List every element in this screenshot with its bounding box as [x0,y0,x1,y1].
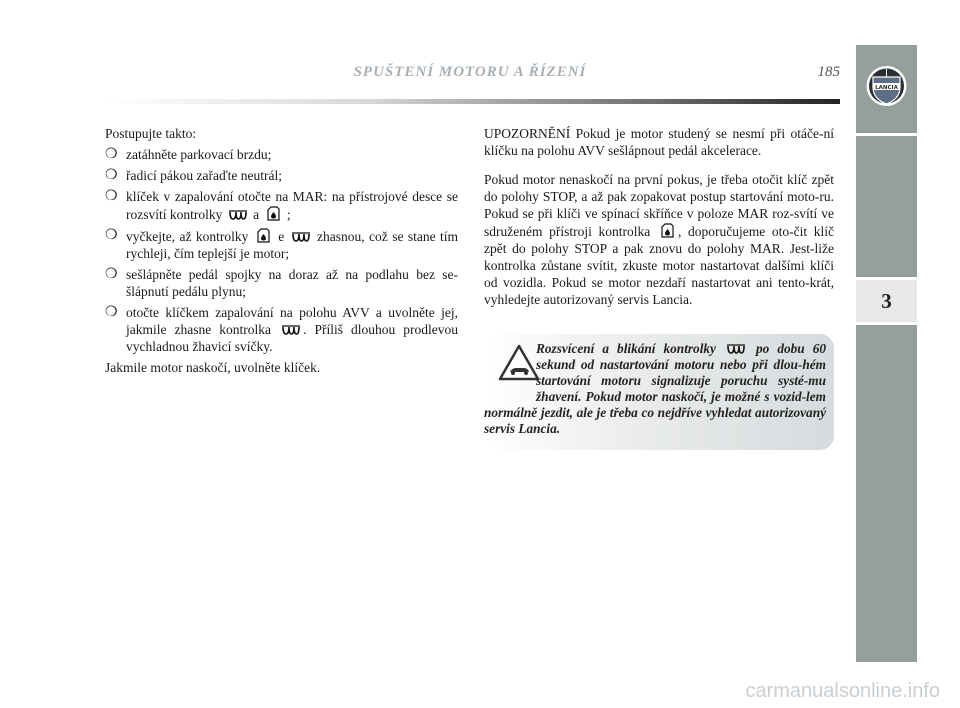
step-text-connector: e [278,229,285,244]
step-text: vyčkejte, až kontrolky [126,229,249,244]
lancia-logo-icon [865,63,908,109]
procedure-steps [105,146,458,355]
bullet-icon: ❍ [105,147,118,162]
step-text: sešlápněte pedál spojky na doraz až na podlahu bez se-šlápnutí pedálu plynu; [126,267,458,299]
step-text-end: . Příliš dlouhou prodlevou vychladnou žhavicí svíčky. [126,322,458,354]
warning-text-start: Rozsvícení a blikání kontrolky [536,341,716,356]
water-in-fuel-warning-icon [255,227,272,244]
brand-logo-tab [856,45,917,136]
step-text-connector: a [253,207,260,222]
water-in-fuel-warning-icon [265,205,282,222]
list-item [105,146,458,163]
list-item [105,188,458,223]
warning-text-end: po dobu 60 sekund od nastartování motoru nebo při dlou-hém startování motoru signalizuje poruchu systé-mu žhavení. Pokud motor naskočí, je možné s vozid-lem normálně jezdit, ale je třeba co nejdříve vyhledat autorizovaný servis Lancia. [484,341,826,436]
step-text-end: ; [286,207,291,222]
step-text: zatáhněte parkovací brzdu; [126,147,272,162]
caution-note: UPOZORNĚNÍ Pokud je motor studený se nesmí při otáče-ní klíčku na polohu AVV sešlápnout pedál akcelerace. [484,126,834,158]
header-divider [105,99,840,104]
step-text: řadicí pákou zařaďte neutrál; [126,168,283,183]
list-item [105,266,458,300]
chapter-sidebar [856,45,917,662]
restart-text: Pokud motor nenaskočí na první pokus, je třeba otočit klíč zpět do polohy STOP, a až pak zopakovat postup startování moto-ru. Pokud se při klíči ve spínací skříňce v poloze MAR roz-svítí ve sdruženém přístroji kontrolka [484,172,834,239]
step-text: otočte klíčkem zapalování na polohu AVV a uvolněte jej, jakmile zhasne kontrolka [126,305,458,337]
bullet-icon: ❍ [105,305,118,320]
restart-text-end: , doporučujeme oto-čit klíč zpět do polohy STOP a pak znovu do polohy MAR. Jest-liže kontrolka zůstane svítit, zkuste motor nastartovat dalšími klíči od vozidla. Pokud se motor nezdaří nastartovat ani tento-krát, vyhledejte autorizovaný servis Lancia. [484,224,834,307]
bullet-icon: ❍ [105,228,118,243]
warning-text [484,341,826,437]
watermark: carmanualsonline.info [745,680,940,702]
warning-box [484,334,834,450]
restart-paragraph [484,171,834,308]
step-text-end: zhasnou, což se stane tím rychleji, čím teplejší je motor; [126,229,458,261]
page-number: 185 [817,64,840,80]
logo-label: LANCIA [875,85,898,91]
list-item [105,167,458,184]
list-item [105,304,458,355]
closing-instruction: Jakmile motor naskočí, uvolněte klíček. [105,360,321,375]
glow-plug-warning-icon [726,343,746,356]
glow-plug-warning-icon [228,209,248,222]
list-item [105,227,458,262]
bullet-icon: ❍ [105,189,118,204]
bullet-icon: ❍ [105,267,118,282]
bullet-icon: ❍ [105,168,118,183]
chapter-number-tab[interactable]: 3 [856,277,917,325]
glow-plug-warning-icon [291,231,311,244]
right-column [484,125,834,308]
running-header-title: SPUŠTENÍ MOTORU A ŘÍZENÍ [353,64,587,80]
glow-plug-warning-icon [281,324,301,337]
water-in-fuel-warning-icon [659,222,676,239]
procedure-intro: Postupujte takto: [105,126,197,141]
step-text: klíček v zapalování otočte na MAR: na přístrojové desce se rozsvítí kontrolky [126,189,458,222]
left-column [105,125,458,376]
